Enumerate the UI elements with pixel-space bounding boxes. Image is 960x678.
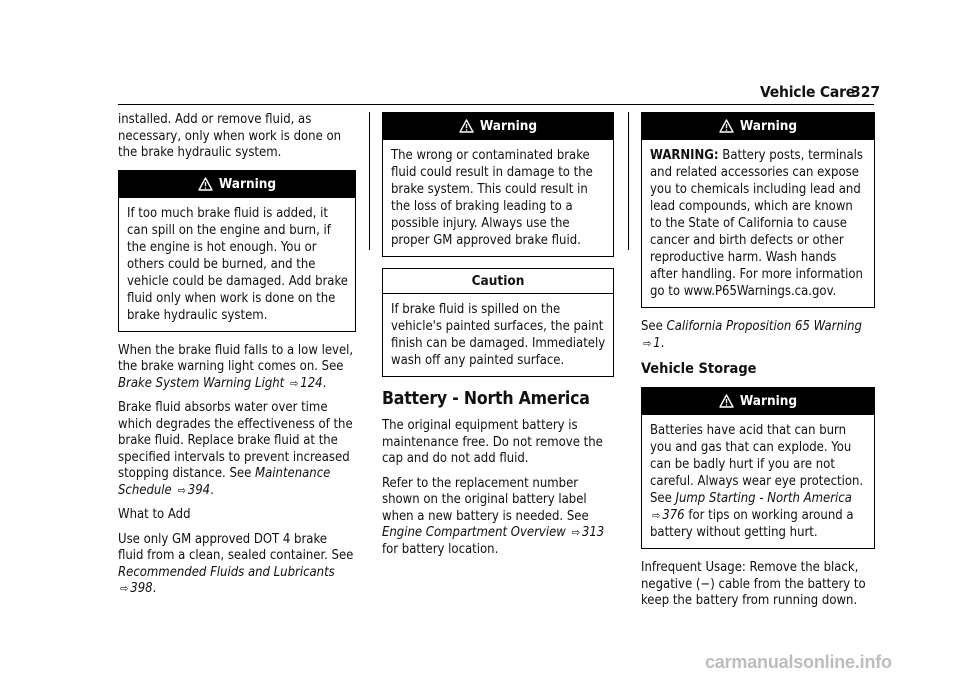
paragraph (118, 532, 356, 598)
text: Refer to the replacement number shown on the original battery label when a new battery is needed. See (382, 475, 589, 524)
text: When the brake fluid falls to a low level, the brake warning light comes on. See (118, 342, 354, 374)
page-ref-arrow-icon: ⇨ (289, 376, 299, 390)
text: . (322, 375, 327, 391)
warning-title: Warning (739, 118, 798, 134)
page-reference[interactable]: 376 (662, 508, 685, 523)
page-reference[interactable]: 1 (653, 335, 661, 351)
warning-text (642, 415, 874, 548)
column-1 (118, 112, 356, 606)
warning-title: Warning (739, 393, 798, 409)
warning-box (641, 112, 875, 308)
column-2 (382, 112, 614, 566)
section-heading: Battery - North America (382, 389, 590, 409)
warning-box (118, 170, 356, 332)
warning-title: Warning (479, 118, 538, 134)
watermark: carmanualsonline.info (705, 652, 892, 672)
warning-triangle-icon (719, 119, 734, 133)
caution-box (382, 268, 614, 377)
warning-header (119, 171, 355, 198)
paragraph (382, 476, 614, 559)
page-ref-arrow-icon: ⇨ (643, 336, 652, 350)
page-ref-arrow-icon: ⇨ (652, 509, 661, 522)
text: . (660, 335, 665, 351)
text: for tips on working around a battery without getting hurt. (650, 508, 854, 540)
paragraph: installed. Add or remove fluid, as necessary, only when work is done on the brake hydraulic system. (118, 112, 342, 160)
text: . (152, 581, 157, 596)
caution-text: If brake fluid is spilled on the vehicle's painted surfaces, the paint finish can be damaged. Immediately wash off any painted surface. (391, 302, 606, 368)
text: . (210, 482, 214, 498)
warning-text (642, 140, 874, 307)
warning-text: If too much brake fluid is added, it can spill on the engine and burn, if the engine is hot enough. You or others could be burned, and the vehicle could be damaged. Add brake fluid only when work is done on the brake hydraulic system. (127, 205, 348, 323)
cross-reference-link[interactable]: Jump Starting - North America (675, 491, 852, 506)
paragraph: The original equipment battery is maintenance free. Do not remove the cap and do not add fluid. (382, 418, 603, 466)
section-heading: Vehicle Storage (641, 361, 757, 377)
text: Batteries have acid that can burn you and gas that can explode. You can be badly hurt if you are not careful. Always wear eye protection. See (650, 423, 864, 506)
text: Use only GM approved DOT 4 brake fluid from a clean, sealed container. See (118, 531, 354, 563)
warning-triangle-icon (198, 177, 213, 191)
page-ref-arrow-icon: ⇨ (571, 526, 580, 539)
paragraph: Infrequent Usage: Remove the black, negative (−) cable from the battery to keep the battery from running down. (641, 560, 866, 608)
text: for battery location. (382, 541, 499, 557)
page-reference[interactable]: 398 (130, 581, 153, 596)
warning-box (641, 387, 875, 549)
warning-triangle-icon (719, 394, 734, 408)
paragraph (118, 400, 356, 499)
header-rule (118, 104, 874, 105)
column-3 (641, 112, 875, 618)
text: Brake fluid absorbs water over time which degrades the effectiveness of the brake fluid. Replace brake fluid at the specified intervals to prevent increased stopping distance. See (118, 400, 353, 481)
warning-header (642, 113, 874, 140)
cross-reference-link[interactable]: Brake System Warning Light (118, 375, 285, 391)
warning-box (382, 112, 614, 257)
column-divider (369, 112, 370, 250)
cross-reference-link[interactable]: California Proposition 65 Warning (666, 319, 862, 334)
paragraph (118, 343, 356, 393)
running-header-section: Vehicle Care (760, 83, 856, 101)
cross-reference-link[interactable]: Engine Compartment Overview (382, 525, 566, 540)
warning-header (642, 388, 874, 415)
warning-title: Warning (218, 175, 277, 192)
page-reference[interactable]: 313 (581, 525, 605, 540)
warning-triangle-icon (459, 119, 474, 133)
paragraph (641, 319, 875, 352)
cross-reference-link[interactable]: Recommended Fluids and Lubricants (118, 564, 335, 580)
page-reference[interactable]: 124 (300, 375, 323, 391)
text: See (641, 319, 667, 334)
page-number: 327 (851, 83, 881, 101)
warning-header (383, 113, 613, 140)
page-reference[interactable]: 394 (187, 482, 211, 498)
column-divider (628, 112, 629, 250)
warning-text: The wrong or contaminated brake fluid could result in damage to the brake system. This could result in the loss of braking leading to a possible injury. Always use the proper GM approved brake fluid. (391, 148, 593, 248)
text: Battery posts, terminals and related accessories can expose you to chemicals including lead and lead compounds, which are known to the State of California to cause cancer and birth defects or other reproductive harm. Wash hands after handling. For more information go to www.P65Warnings.ca.gov. (650, 148, 864, 299)
caution-title: Caution (383, 269, 613, 294)
subheading: What to Add (118, 507, 191, 522)
cross-reference-link[interactable]: Maintenance Schedule (118, 466, 331, 498)
warning-lead: WARNING: (650, 148, 719, 163)
page-ref-arrow-icon: ⇨ (120, 582, 129, 595)
page-ref-arrow-icon: ⇨ (177, 483, 186, 497)
